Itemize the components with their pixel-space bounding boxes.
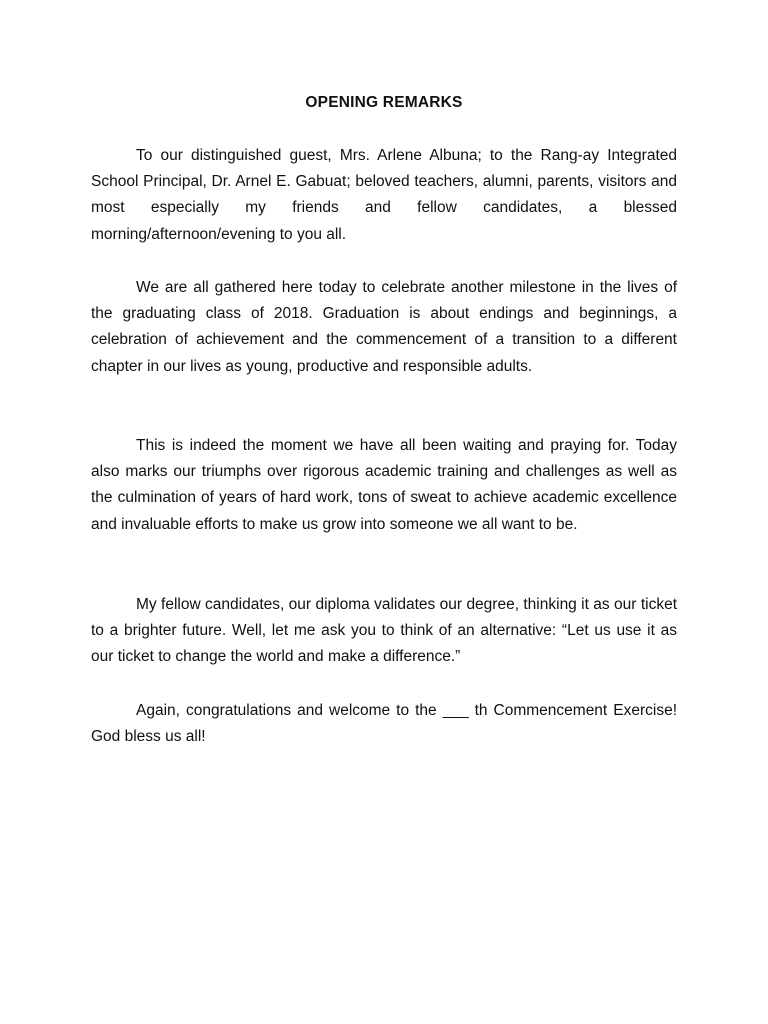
document-title: OPENING REMARKS [305,94,463,111]
paragraph-diploma: My fellow candidates, our diploma validates our degree, thinking it as our ticket to a brighter future. Well, let me ask you to think of an alternative: “Let us use it as our ticket to change the world and make a difference.” [91,596,677,666]
paragraph-moment: This is indeed the moment we have all been waiting and praying for. Today also marks our triumphs over rigorous academic training and challenges as well as the culmination of years of hard work, tons of sweat to achieve academic excellence and invaluable efforts to make us grow into someone we all want to be. [91,437,677,533]
paragraph-greeting: To our distinguished guest, Mrs. Arlene Albuna; to the Rang-ay Integrated School Principal, Dr. Arnel E. Gabuat; beloved teachers, alumni, parents, visitors and most especially my friends and fellow candidates, a blessed morning/afternoon/evening to you all. [91,147,677,243]
paragraph-closing: Again, congratulations and welcome to the ___ th Commencement Exercise! God bless us all! [91,702,677,746]
paragraph-milestone: We are all gathered here today to celebrate another milestone in the lives of the graduating class of 2018. Graduation is about endings and beginnings, a celebration of achievement and the commencement of a transition to a different chapter in our lives as young, productive and responsible adults. [91,279,677,375]
